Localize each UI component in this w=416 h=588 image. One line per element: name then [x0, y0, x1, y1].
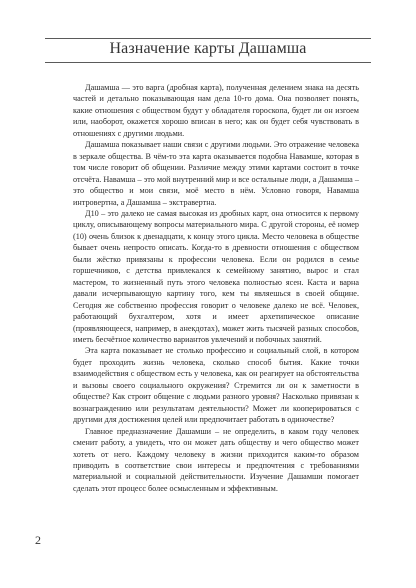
paragraph-2: Дашамша показывает наши связи с другими людьми. Это отражение человека в зеркале общества. В чём-то эта карта оказывается подобна Навамше, которая в том числе говорит об общении. Различие между этими картами состоит в точке отсчёта. Навамша – это мой внутренний мир и все остальные люди, а Дашамша – это общество и мои связи, моё место в нём. Условно говоря, Навамша интровертна, а Дашамша – экстравертна.	[73, 140, 359, 207]
paragraph-3: Д10 – это далеко не самая высокая из дробных карт, она относится к первому циклу, описывающему вопросы материального мира. С другой стороны, её номер (10) очень близок к двенадцати, к концу этого цикла. Место человека в обществе бывает очень непросто описать. Когда-то в древности отношения с обществом были жёстко привязаны к профессии человека. Если он родился в семье горшечников, с детства привлекался к семейному занятию, вырос и стал мастером, то жизненный путь этого человека полностью ясен. Каста и варна давали исчерпывающую картину того, кем ты являешься в своей общине. Сегодня же собственно профессия говорит о человеке далеко не всё. Человек, работающий бухгалтером, хотя и имеет архетипическое описание (проявляющееся, например, в анекдотах), может жить тысячей разных способов, иметь бесчётное количество вариантов увлечений и побочных занятий.	[73, 208, 359, 344]
title-top-rule	[45, 38, 371, 39]
paragraph-5: Главное предназначение Дашамши – не определить, в каком году человек сменит работу, а увидеть, что он может дать обществу и чего общество может хотеть от него. Каждому человеку в жизни приходится каким-то образом приводить в соответствие свои интересы и предпочтения с требованиями материальной и социальной действительности. Изучение Дашамши помогает сделать этот процесс более осмысленным и эффективным.	[73, 426, 359, 493]
page-title: Назначение карты Дашамша	[109, 40, 307, 57]
paragraph-4: Эта карта показывает не столько профессию и социальный слой, в котором будет проходить жизнь человека, сколько способ бытия. Какие точки взаимодействия с обществом есть у человека, как он реагирует на обстоятельства и вызовы своего социального окружения? Стремится ли он к заметности в обществе? Как строит общение с людьми разного уровня? Насколько привязан к вознаграждению или результатам деятельности? Может ли кооперироваться с другими для достижения целей или предпочитает работать в одиночестве?	[73, 346, 359, 425]
page-number: 2	[35, 533, 41, 547]
paragraph-1: Дашамша — это варга (дробная карта), полученная делением знака на десять частей и детально показывающая нам дела 10-го дома. Она позволяет понять, какие отношения с обществом будут у обладателя гороскопа, будет ли он изгоем или, наоборот, окажется хорошо вписан в него; как он будет себя чувствовать в отношениях с другими людьми.	[73, 83, 359, 138]
title-bottom-rule	[45, 62, 371, 63]
body-text	[73, 82, 359, 494]
